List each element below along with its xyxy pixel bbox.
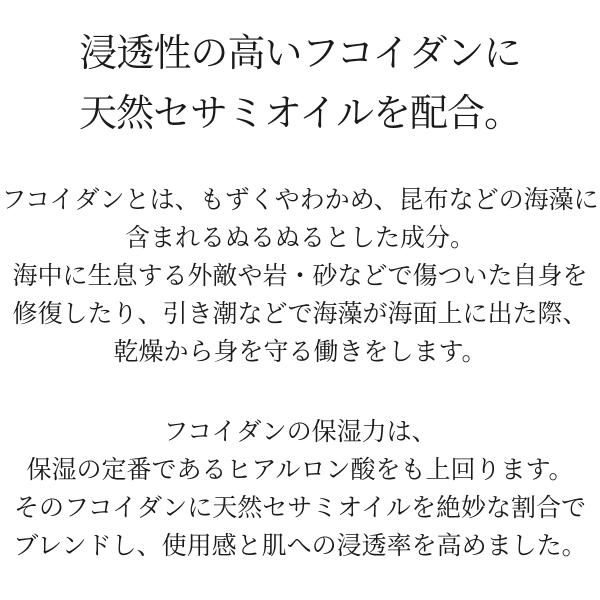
paragraph-line: フコイダンの保湿力は、 — [163, 419, 437, 446]
paragraph-line: 乾燥から身を守る働きをします。 — [113, 339, 487, 366]
heading-line-2: 天然セサミオイルを配合。 — [78, 93, 522, 135]
paragraph-line: ブレンドし、使用感と肌への浸透率を高めました。 — [13, 533, 587, 560]
paragraph-line: 保湿の定番であるヒアルロン酸をも上回ります。 — [26, 457, 574, 484]
page-title — [0, 0, 600, 144]
fucoidan-explanation-paragraph — [0, 182, 600, 372]
paragraph-line: 海中に生息する外敵や岩・砂などで傷ついた自身を — [12, 263, 588, 290]
heading-line-1: 浸透性の高いフコイダンに — [79, 33, 521, 75]
paragraph-line: 修復したり、引き潮などで海藻が海面上に出た際、 — [12, 301, 588, 328]
moisturizing-benefit-paragraph — [0, 414, 600, 566]
paragraph-line: 含まれるぬるぬるとした成分。 — [124, 225, 475, 252]
paragraph-line: フコイダンとは、もずくやわかめ、昆布などの海藻に — [1, 187, 599, 214]
paragraph-line: そのフコイダンに天然セサミオイルを絶妙な割合で — [13, 495, 586, 522]
